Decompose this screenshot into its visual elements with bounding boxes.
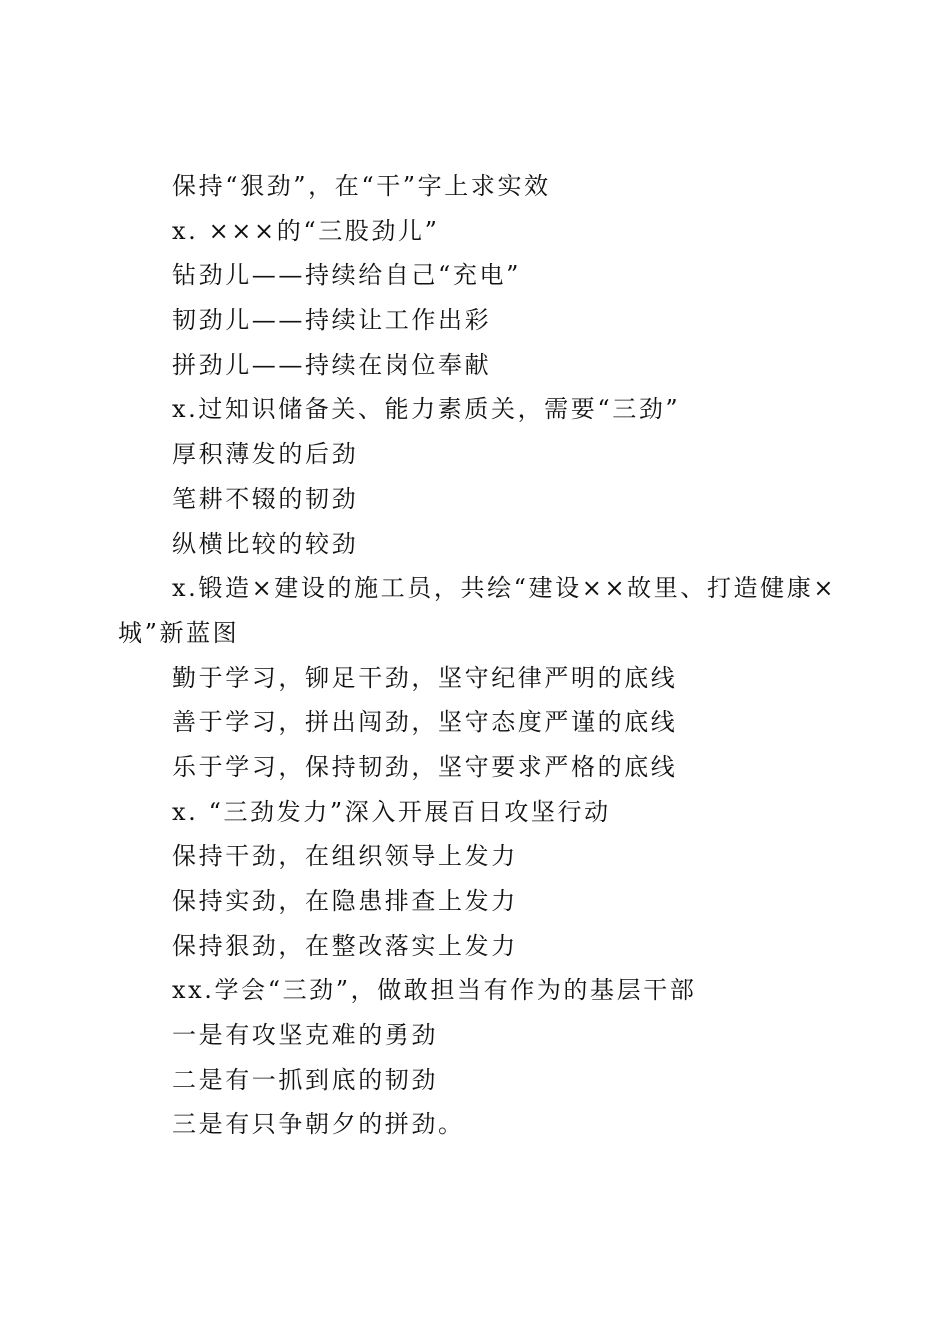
text-line: 一是有攻坚克难的勇劲 xyxy=(172,1021,438,1050)
text-line: x.过知识储备关、能力素质关，需要“三劲” xyxy=(172,395,681,424)
text-line: 笔耕不辍的韧劲 xyxy=(172,484,359,513)
text-line: 保持实劲，在隐患排查上发力 xyxy=(172,887,518,915)
text-line: 三是有只争朝夕的拼劲。 xyxy=(172,1110,465,1139)
text-line: 二是有一抓到底的韧劲 xyxy=(172,1065,438,1094)
text-line: 韧劲儿——持续让工作出彩 xyxy=(172,306,492,335)
text-line: 厚积薄发的后劲 xyxy=(172,440,359,469)
text-line: 保持“狠劲”，在“干”字上求实效 xyxy=(172,172,551,200)
text-line: 保持干劲，在组织领导上发力 xyxy=(172,842,518,871)
text-line-continuation: 城”新蓝图 xyxy=(118,618,240,647)
text-line: xx.学会“三劲”，做敢担当有作为的基层干部 xyxy=(172,976,697,1005)
text-line: 保持狠劲，在整改落实上发力 xyxy=(172,931,518,960)
document-body xyxy=(118,164,838,1147)
text-line: 钻劲儿——持续给自己“充电” xyxy=(172,261,521,290)
text-line: x. ×××的“三股劲儿” xyxy=(172,216,440,245)
text-line: 善于学习，拼出闯劲，坚守态度严谨的底线 xyxy=(172,708,678,737)
text-line: 纵横比较的较劲 xyxy=(172,529,359,558)
text-line: 拼劲儿——持续在岗位奉献 xyxy=(172,350,492,379)
text-line: x.锻造×建设的施工员，共绘“建设××故里、打造健康× xyxy=(172,574,837,603)
text-line: x. “三劲发力”深入开展百日攻坚行动 xyxy=(172,797,611,826)
text-line: 勤于学习，铆足干劲，坚守纪律严明的底线 xyxy=(172,663,678,692)
text-line: 乐于学习，保持韧劲，坚守要求严格的底线 xyxy=(172,752,678,781)
